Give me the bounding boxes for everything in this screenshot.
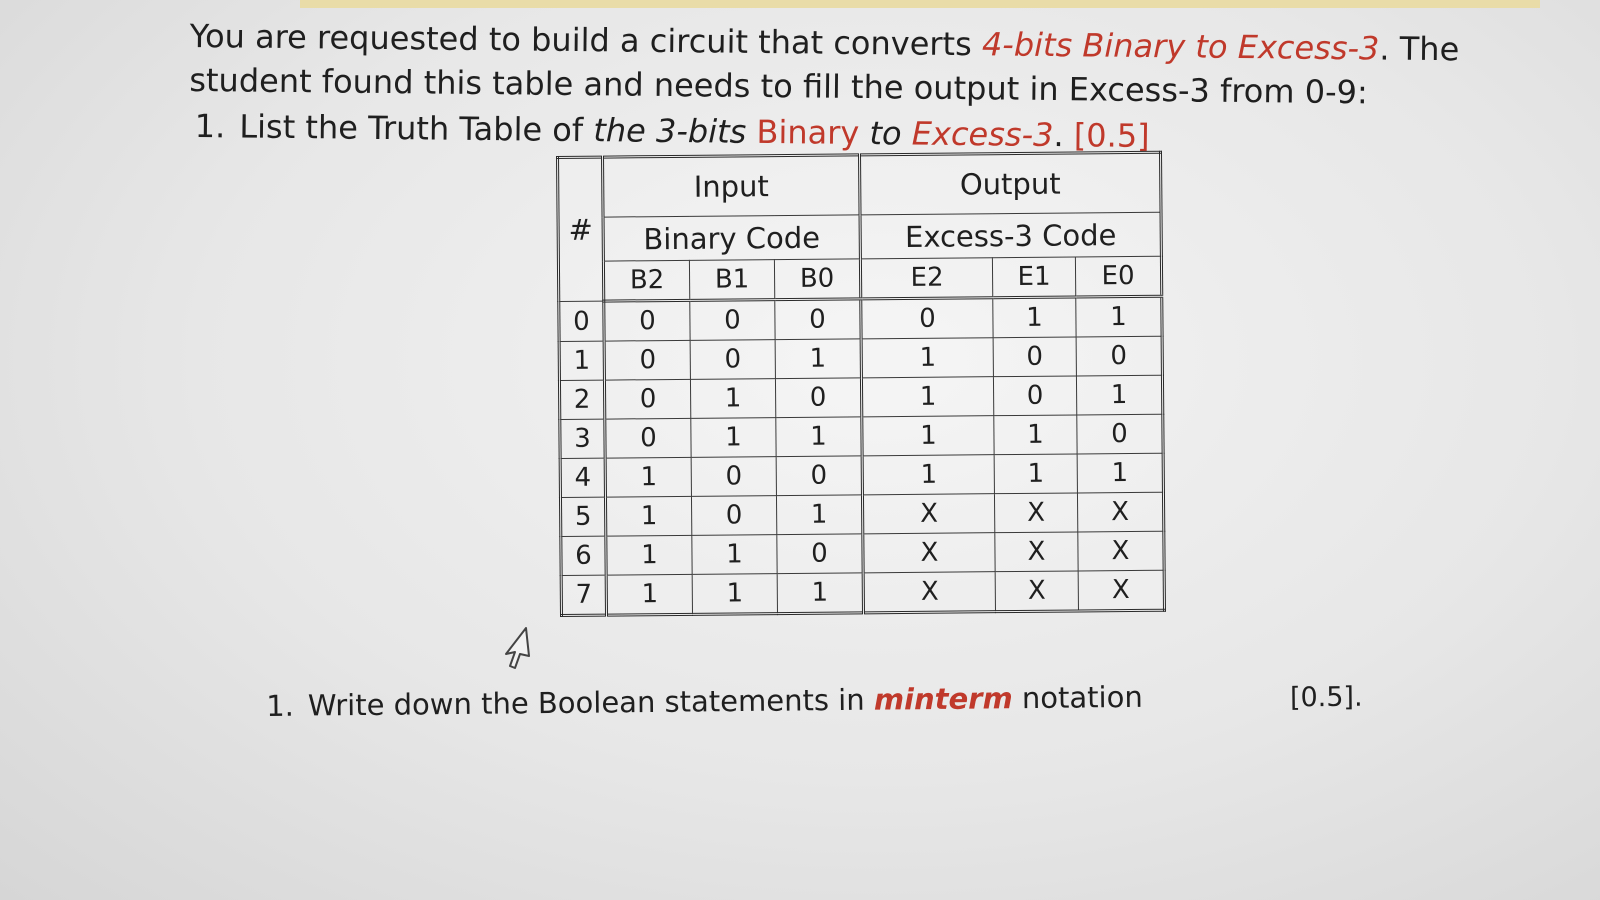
cell-e2: X xyxy=(863,533,995,573)
cell-b2: 1 xyxy=(606,574,692,615)
cell-b0: 0 xyxy=(775,378,861,418)
question-2-number: 1. xyxy=(266,688,295,723)
cell-e1: 0 xyxy=(993,376,1076,416)
intro-highlight: 4-bits Binary to Excess-3 xyxy=(981,25,1380,68)
cell-e0: 1 xyxy=(1076,375,1162,415)
cell-b0: 1 xyxy=(776,495,862,535)
cell-b2: 0 xyxy=(604,379,690,419)
cell-e1: 1 xyxy=(993,297,1076,338)
table-row xyxy=(560,453,1163,497)
cell-b1: 0 xyxy=(690,300,775,341)
col-e0: E0 xyxy=(1075,256,1161,297)
cell-index: 6 xyxy=(561,536,606,575)
question-2 xyxy=(266,677,1143,726)
header-hash: # xyxy=(558,157,604,301)
question-1-number: 1. xyxy=(194,106,226,146)
question-1-text-italic: the 3-bits xyxy=(593,111,757,151)
col-b1: B1 xyxy=(689,260,774,301)
cell-b2: 1 xyxy=(605,457,691,497)
cell-b2: 1 xyxy=(605,496,691,536)
cell-b0: 1 xyxy=(776,417,862,457)
cell-e2: 1 xyxy=(861,377,993,417)
table-row xyxy=(559,336,1162,380)
cell-e0: X xyxy=(1078,531,1164,571)
question-1-text-a: List the Truth Table of xyxy=(239,107,594,150)
cell-e1: X xyxy=(994,493,1077,533)
cell-b0: 0 xyxy=(777,534,863,574)
table-row xyxy=(559,296,1162,341)
question-1-to: to xyxy=(859,113,912,153)
cell-e0: 1 xyxy=(1076,296,1162,337)
cell-b2: 1 xyxy=(606,535,692,575)
cell-b0: 0 xyxy=(776,456,862,496)
cell-index: 0 xyxy=(559,301,604,341)
truth-table xyxy=(556,151,1166,617)
header-input: Input xyxy=(603,155,861,217)
cell-b0: 1 xyxy=(777,573,863,614)
table-row xyxy=(559,375,1162,419)
header-excess3-code: Excess-3 Code xyxy=(860,212,1161,259)
cell-b0: 1 xyxy=(775,339,861,379)
cell-e1: X xyxy=(995,571,1078,612)
cell-b2: 0 xyxy=(604,340,690,380)
question-1-dot: . xyxy=(1053,115,1075,155)
question-1-binary: Binary xyxy=(756,112,860,152)
mouse-pointer-icon xyxy=(496,624,536,670)
intro-text-1: You are requested to build a circuit that converts xyxy=(189,16,983,64)
table-row xyxy=(560,492,1163,536)
table-row xyxy=(561,531,1164,575)
cell-b0: 0 xyxy=(775,299,861,340)
table-row xyxy=(560,414,1163,458)
col-b2: B2 xyxy=(603,260,689,301)
question-2-score: [0.5]. xyxy=(1289,681,1363,714)
question-1 xyxy=(195,106,1150,156)
cell-index: 2 xyxy=(559,380,604,419)
cell-index: 3 xyxy=(560,419,605,458)
cell-e2: 0 xyxy=(861,298,993,339)
cell-b1: 1 xyxy=(692,574,777,615)
cell-e0: X xyxy=(1078,570,1164,611)
cell-b2: 0 xyxy=(604,300,690,341)
cell-e0: 0 xyxy=(1076,336,1162,376)
top-highlight-strip xyxy=(300,0,1540,8)
question-2-text-a: Write down the Boolean statements in xyxy=(307,682,875,723)
cell-e1: X xyxy=(995,532,1078,572)
cell-e2: 1 xyxy=(862,416,994,456)
cell-e2: 1 xyxy=(861,338,993,378)
cell-b2: 0 xyxy=(605,418,691,458)
header-output: Output xyxy=(860,152,1162,215)
cell-e1: 1 xyxy=(994,454,1077,494)
cell-e0: X xyxy=(1077,492,1163,532)
cell-e0: 0 xyxy=(1077,414,1163,454)
cell-e2: X xyxy=(863,572,995,613)
cell-b1: 0 xyxy=(691,496,776,536)
question-1-excess3: Excess-3 xyxy=(911,114,1054,154)
cell-b1: 1 xyxy=(691,418,776,458)
cell-e2: X xyxy=(862,494,994,534)
cell-b1: 0 xyxy=(690,340,775,380)
col-e1: E1 xyxy=(992,257,1075,298)
cell-index: 1 xyxy=(559,341,604,380)
col-b0: B0 xyxy=(774,259,860,300)
cell-b1: 0 xyxy=(691,457,776,497)
cell-b1: 1 xyxy=(690,379,775,419)
question-2-text-c: notation xyxy=(1012,679,1143,716)
cell-b1: 1 xyxy=(692,535,777,575)
question-1-score: [0.5] xyxy=(1073,116,1150,155)
col-e2: E2 xyxy=(860,258,992,299)
cell-e2: 1 xyxy=(862,455,994,495)
intro-text-2: . The student found this table and needs to fill the output in Excess-3 from 0-9: xyxy=(189,29,1460,112)
question-2-minterm: minterm xyxy=(873,681,1013,717)
cell-e0: 1 xyxy=(1077,453,1163,493)
truth-table-container xyxy=(556,151,1166,617)
cell-index: 4 xyxy=(560,458,605,497)
cell-e1: 0 xyxy=(993,337,1076,377)
intro-paragraph xyxy=(189,14,1530,116)
table-row xyxy=(561,570,1164,615)
cell-index: 7 xyxy=(561,575,606,615)
header-binary-code: Binary Code xyxy=(603,215,860,261)
cell-e1: 1 xyxy=(994,415,1077,455)
cell-index: 5 xyxy=(560,497,605,536)
